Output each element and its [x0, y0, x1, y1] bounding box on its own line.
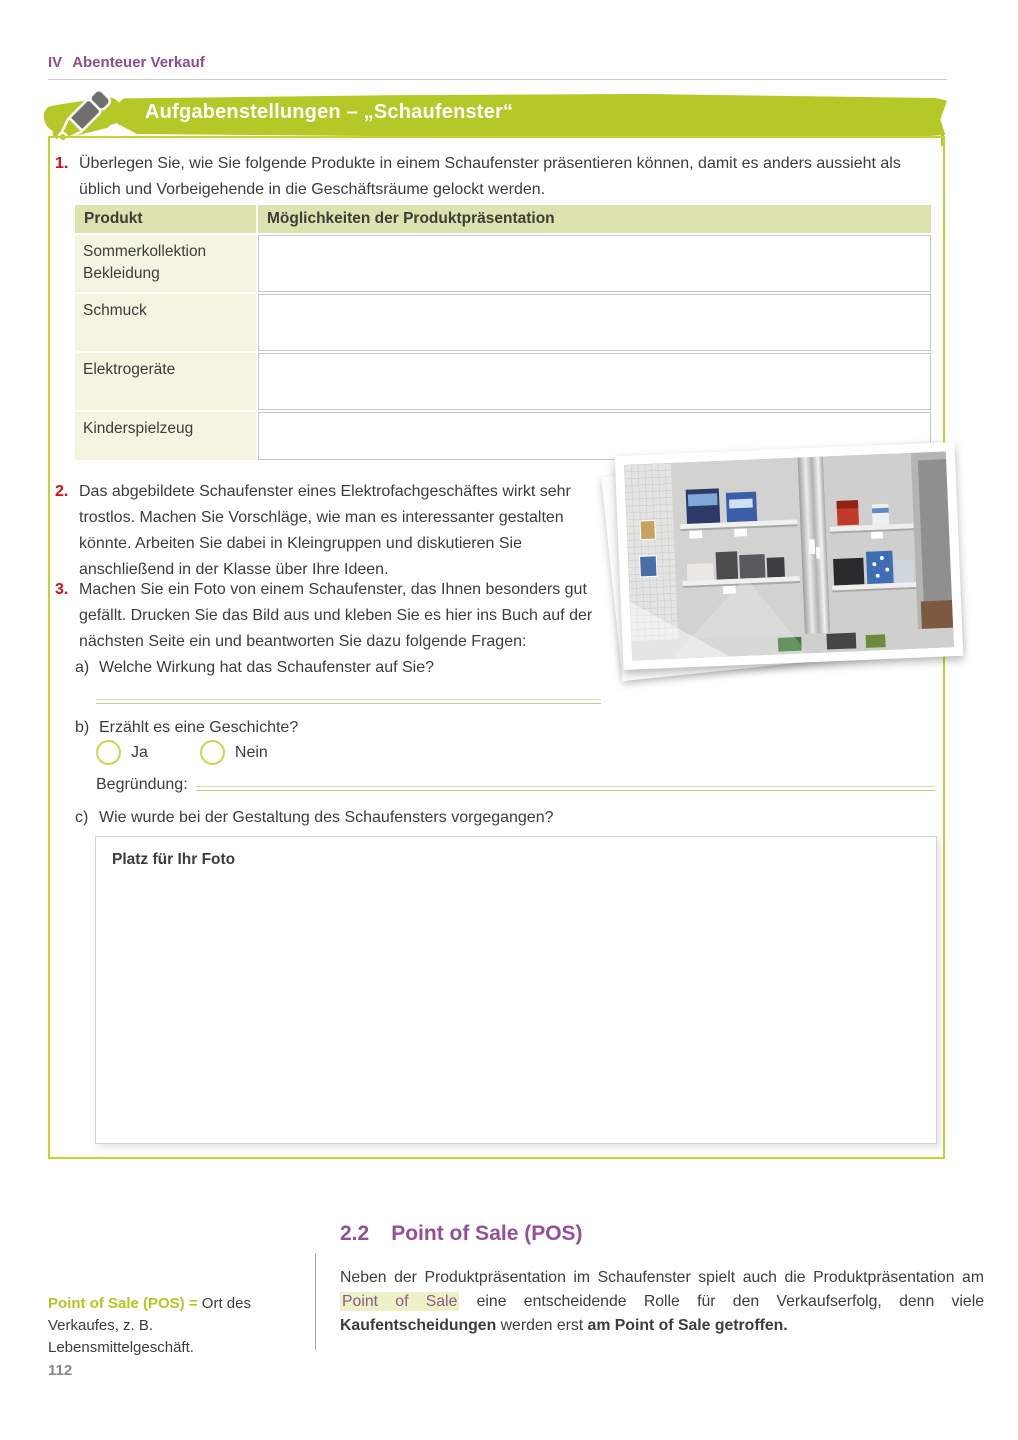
task-2: [55, 479, 615, 583]
question-b-label: b): [75, 719, 90, 736]
shop-window-photo-image: [624, 451, 954, 660]
answer-cell[interactable]: [258, 353, 931, 410]
radio-nein-label: Nein: [234, 743, 268, 761]
question-a: [75, 656, 635, 680]
chapter-title: Abenteuer Verkauf: [72, 54, 205, 71]
text-segment: werden erst: [496, 1317, 588, 1334]
text-segment: Point of Sale (POS) =: [48, 1295, 202, 1312]
question-b-text: Erzählt es eine Geschichte?: [99, 719, 299, 736]
text-segment: Point of Sale: [342, 1293, 458, 1310]
shop-window-photo: [617, 449, 967, 671]
task-2-text: Das abgebildete Schaufenster eines Elektrofachgeschäftes wirkt sehr trostlos. Machen Sie Vorschläge, wie man es interessanter gestalten könnte. Arbeiten Sie dabei in Kleingruppen und diskutieren Sie anschließend in der Klasse über Ihre Ideen.: [79, 483, 571, 578]
text-segment: Ort des Verkaufes, z. B. Lebensmittelgeschäft.: [48, 1295, 251, 1356]
product-cell: Sommerkollektion Bekleidung: [75, 235, 256, 292]
section-paragraph: [340, 1266, 984, 1338]
product-cell: Elektrogeräte: [75, 353, 256, 410]
reason-label: Begründung:: [96, 776, 188, 793]
task-1-number: 1.: [55, 155, 69, 172]
photo-placeholder-box[interactable]: [95, 836, 937, 1144]
banner-title: Aufgabenstellungen – „Schaufenster“: [145, 101, 514, 123]
text-segment: Neben der Produktpräsentation im Schaufenster spielt auch die Produktpräsentation am: [340, 1269, 984, 1286]
chapter-header: [48, 54, 205, 71]
text-segment: Kaufentscheidungen: [340, 1317, 497, 1334]
table-header-row: [75, 205, 931, 233]
page-number: 112: [48, 1362, 73, 1379]
section-title: Point of Sale (POS): [391, 1222, 583, 1245]
question-a-text: Welche Wirkung hat das Schaufenster auf Sie?: [99, 659, 434, 676]
table-header-product: Produkt: [75, 205, 256, 233]
answer-cell[interactable]: [258, 235, 931, 292]
table-row: [75, 353, 931, 410]
reason-row: [96, 776, 935, 794]
question-a-label: a): [75, 659, 90, 676]
task-1-text: Überlegen Sie, wie Sie folgende Produkte in einem Schaufenster präsentieren können, damit es anders aussieht als üblich und Vorbeigehende in die Geschäftsräume gelockt werden.: [79, 155, 901, 198]
radio-ja[interactable]: [96, 740, 121, 765]
margin-note: [48, 1293, 296, 1359]
yes-no-options: [96, 740, 268, 765]
radio-nein[interactable]: [200, 740, 225, 765]
question-b: [75, 716, 635, 740]
photo-placeholder-label: Platz für Ihr Foto: [112, 851, 236, 868]
table-row: [75, 235, 931, 292]
task-2-number: 2.: [55, 483, 69, 500]
reason-answer-line[interactable]: [196, 786, 935, 791]
question-c-label: c): [75, 809, 89, 826]
task-3-number: 3.: [55, 581, 69, 598]
question-c-text: Wie wurde bei der Gestaltung des Schaufensters vorgegangen?: [99, 809, 554, 826]
task-1: [55, 151, 930, 203]
table-row: [75, 294, 931, 351]
product-cell: Schmuck: [75, 294, 256, 351]
answer-cell[interactable]: [258, 294, 931, 351]
product-cell: Kinderspielzeug: [75, 412, 256, 460]
product-table-rows: [75, 235, 931, 460]
radio-ja-label: Ja: [131, 743, 148, 761]
task-3-text: Machen Sie ein Foto von einem Schaufenster, das Ihnen besonders gut gefällt. Drucken Sie das Bild aus und kleben Sie es hier ins Buch auf der nächsten Seite ein und beantworten Sie dazu folgende Fragen:: [79, 581, 593, 650]
text-segment: eine entscheidende Rolle für den Verkaufserfolg, denn viele: [459, 1293, 984, 1310]
header-rule: [48, 79, 947, 80]
section-number: 2.2: [340, 1222, 370, 1245]
section-heading: [340, 1222, 583, 1246]
column-divider: [315, 1253, 316, 1350]
answer-line-a[interactable]: [96, 699, 601, 704]
product-table: [75, 205, 931, 462]
task-3: [55, 577, 615, 655]
text-segment: am Point of Sale getroffen.: [587, 1317, 788, 1334]
photo-front-sheet: [615, 442, 964, 670]
table-header-presentation: Möglichkeiten der Produktpräsentation: [258, 205, 931, 233]
chapter-numeral: IV: [48, 54, 63, 71]
question-c: [75, 806, 775, 830]
